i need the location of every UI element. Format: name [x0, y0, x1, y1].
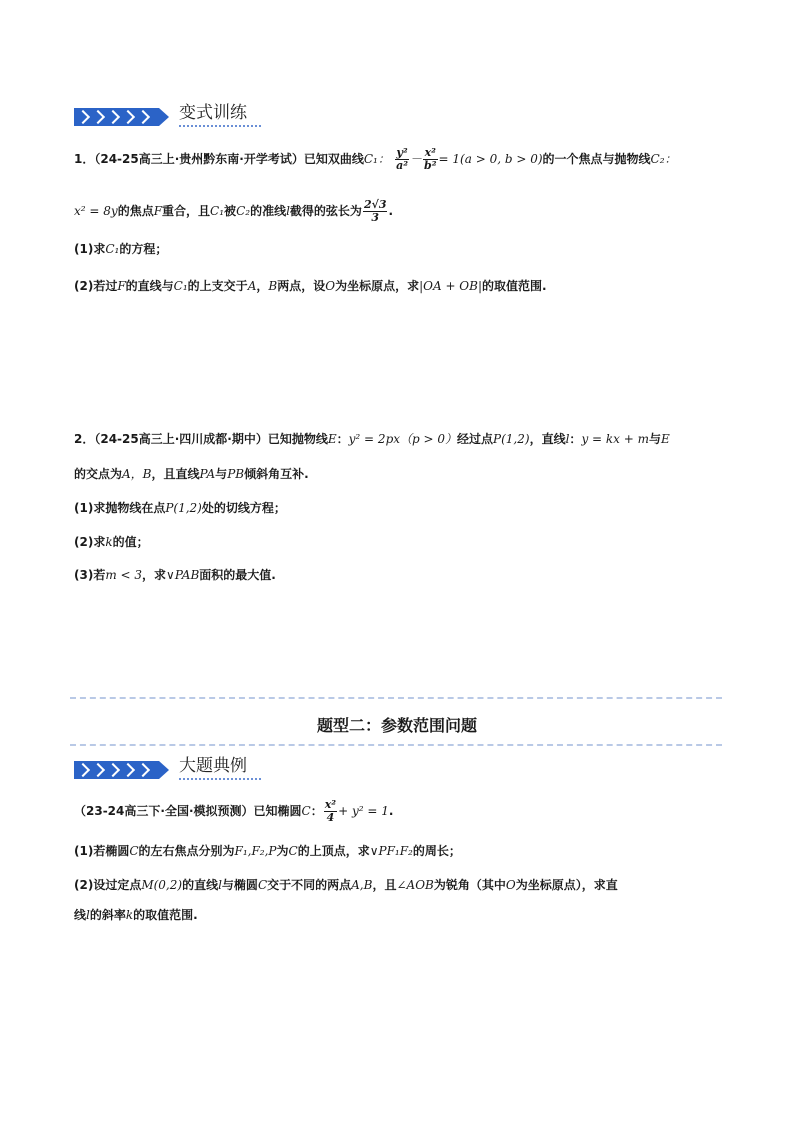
q1-part1: (1)求C₁的方程；: [74, 242, 168, 256]
q2-part3: (3)若m < 3，求∨PAB面积的最大值.: [74, 568, 276, 582]
chevron-arrows-icon: [74, 760, 169, 780]
section-title-variant: 变式训练: [179, 103, 261, 127]
divider-bottom: [70, 744, 722, 746]
q1-line1: 1．（24-25高三上·贵州黔东南·开学考试）已知双曲线C₁： $\frac{\text{y²}}{\text{a²}}$ － $\frac{\text{x²}}{\text{b²}}$ = 1(a > 0, b > 0)的一个焦点与抛物线C₂：: [74, 146, 677, 172]
ex-part2-line1: (2)设过定点M(0,2)的直线l与椭圆C交于不同的两点A,B，且∠AOB为锐角（其中O为坐标原点），求直: [74, 878, 618, 892]
q1-frac-y2a2: $\frac{\text{y²}}{\text{a²}}$: [396, 146, 409, 172]
q2-line2: 的交点为A，B，且直线PA与PB倾斜角互补.: [74, 467, 309, 481]
section-banner-variant: [74, 103, 261, 127]
q1-line2: x² = 8y的焦点F重合，且C₁被C₂的准线l截得的弦长为 $\frac{2√3}{3}$ .: [74, 198, 394, 224]
q1-part2: (2)若过F的直线与C₁的上支交于A，B两点，设O为坐标原点，求|OA + OB|的取值范围.: [74, 279, 547, 293]
ex-part1: (1)若椭圆C的左右焦点分别为F₁,F₂,P为C的上顶点，求∨PF₁F₂的周长；: [74, 844, 461, 858]
q2-part2: (2)求k的值；: [74, 535, 149, 549]
section-title-example: 大题典例: [179, 756, 261, 780]
chevron-arrows-icon: [74, 107, 169, 127]
ex-part2-line2: 线l的斜率k的取值范围.: [74, 908, 198, 922]
q1-frac-chord: $\frac{2√3}{3}$: [363, 198, 387, 224]
ex-frac-x24: $\frac{\text{x²}}{4}$: [324, 798, 337, 824]
section-heading: 题型二：参数范围问题: [316, 716, 477, 735]
divider-top: [70, 697, 722, 699]
q2-line1: 2．（24-25高三上·四川成都·期中）已知抛物线E：y² = 2px（p > 0）经过点P(1,2)，直线l：y = kx + m与E: [74, 432, 670, 446]
ex-line1: （23-24高三下·全国·模拟预测）已知椭圆C： $\frac{\text{x²}}{4}$ + y² = 1.: [74, 798, 394, 824]
section-banner-example: [74, 756, 261, 780]
q1-frac-x2b2: $\frac{\text{x²}}{\text{b²}}$: [424, 146, 437, 172]
q2-part1: (1)求抛物线在点P(1,2)处的切线方程；: [74, 501, 286, 515]
